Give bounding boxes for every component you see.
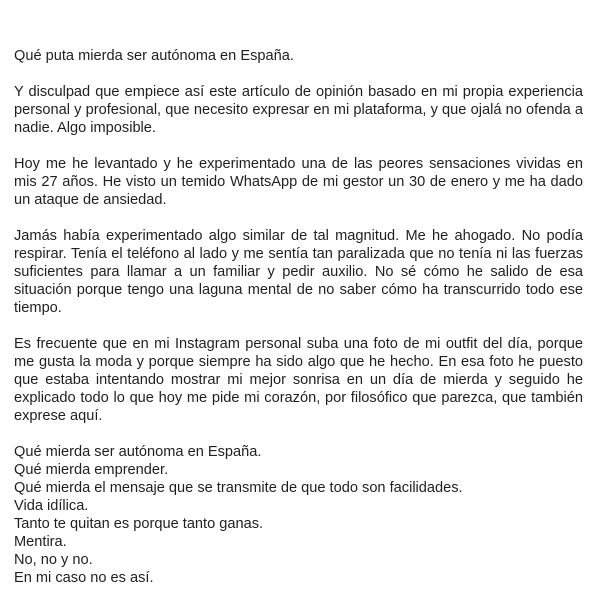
paragraph-intro: Y disculpad que empiece así este artículo de opinión basado en mi propia experiencia personal y profesional, que necesito expresar en mi plataforma, y que ojalá no ofenda a nadie. Algo imposible. xyxy=(14,84,583,136)
article-title: Qué puta mierda ser autónoma en España. xyxy=(14,48,294,64)
closing-line: No, no y no. xyxy=(14,552,93,568)
closing-line: Vida idílica. xyxy=(14,498,89,514)
paragraph-breathing: Jamás había experimentado algo similar de tal magnitud. Me he ahogado. No podía respirar. Tenía el teléfono al lado y me sentía tan paralizada que no tenía ni las fuerzas suficientes para llamar a un familiar y pedir auxilio. No sé cómo he salido de esa situación porque tengo una laguna mental de no saber cómo ha transcurrido todo ese tiempo. xyxy=(14,228,583,316)
closing-line: En mi caso no es así. xyxy=(14,570,154,586)
closing-line: Qué mierda ser autónoma en España. xyxy=(14,444,262,460)
closing-lines xyxy=(14,443,583,587)
closing-line: Qué mierda el mensaje que se transmite de que todo son facilidades. xyxy=(14,480,463,496)
closing-line: Qué mierda emprender. xyxy=(14,462,169,478)
paragraph-instagram: Es frecuente que en mi Instagram personal suba una foto de mi outfit del día, porque me gusta la moda y porque siempre ha sido algo que he hecho. En esa foto he puesto que estaba intentando mostrar mi mejor sonrisa en un día de mierda y seguido he explicado todo lo que hoy me pide mi corazón, por filosófico que parezca, que también exprese aquí. xyxy=(14,336,583,424)
closing-line: Tanto te quitan es porque tanto ganas. xyxy=(14,516,264,532)
paragraph-anxiety: Hoy me he levantado y he experimentado una de las peores sensaciones vividas en mis 27 años. He visto un temido WhatsApp de mi gestor un 30 de enero y me ha dado un ataque de ansiedad. xyxy=(14,156,583,208)
closing-line: Mentira. xyxy=(14,534,67,550)
